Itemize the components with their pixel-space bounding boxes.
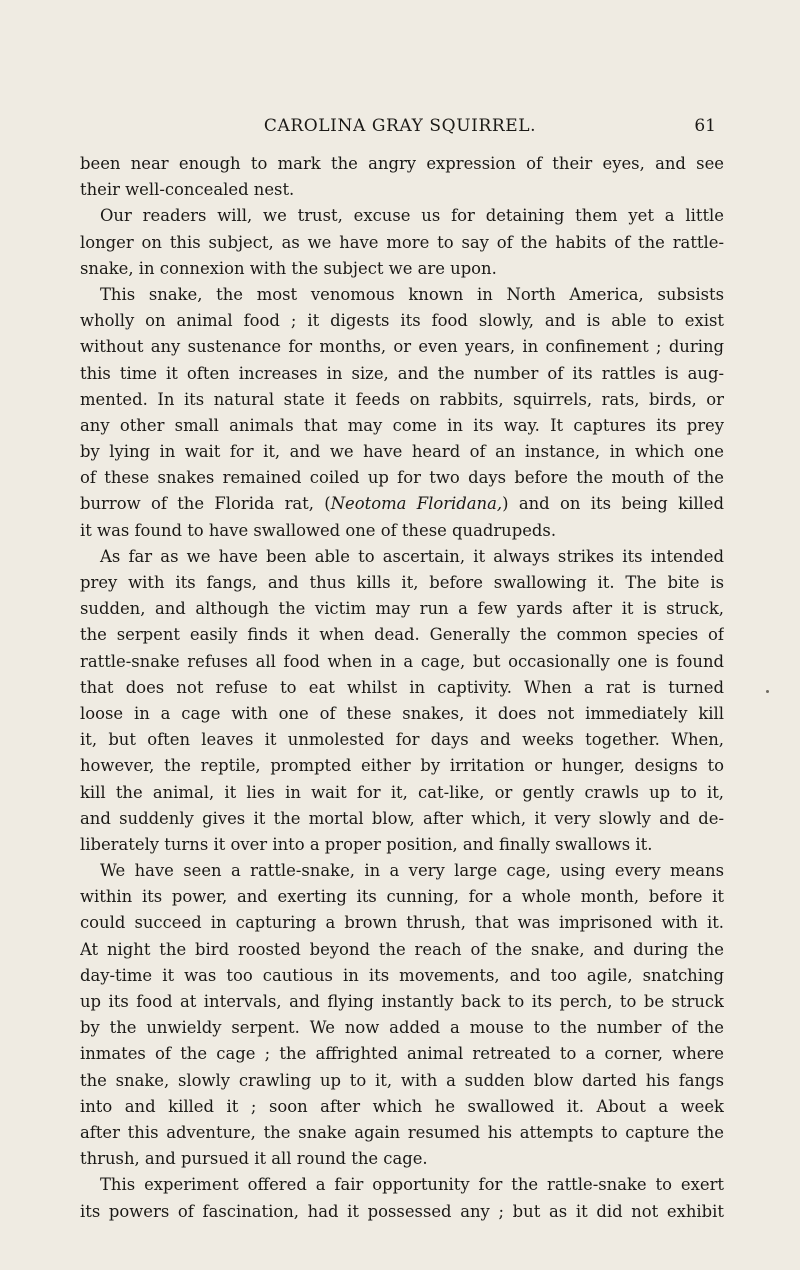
text-line: that does not refuse to eat whilst in captivity. When a rat is turned [80,677,724,697]
text-line: This snake, the most venomous known in North America, subsists [100,284,724,304]
text-line: their well-concealed nest. [80,180,295,200]
text-line: up its food at intervals, and flying instantly back to its perch, to be struck [80,992,724,1011]
text-line: been near enough to mark the angry expression of their eyes, and see [80,154,724,173]
text-line: of these snakes remained coiled up for two days before the mouth of the [80,468,724,488]
text-line: any other small animals that may come in its way. It captures its prey [80,415,724,435]
text-line: mented. In its natural state it feeds on rabbits, squirrels, rats, birds, or [80,389,724,409]
text-line: We have seen a rattle-snake, in a very large cage, using every means [100,861,724,881]
text-line: liberately turns it over into a proper position, and finally swallows it. [80,834,653,854]
running-head: CAROLINA GRAY SQUIRREL. [263,116,537,136]
text-line: snake, in connexion with the subject we are upon. [80,258,497,278]
text-line: inmates of the cage ; the affrighted animal retreated to a corner, where [80,1044,724,1064]
text-line: This experiment offered a fair opportunity for the rattle-snake to exert [100,1175,724,1195]
text-line: after this adventure, the snake again resumed his attempts to capture the [80,1122,724,1142]
text-line: At night the bird roosted beyond the reach of the snake, and during the [80,939,724,959]
text-line: its powers of fascination, had it possessed any ; but as it did not exhibit [80,1201,724,1221]
text-line: loose in a cage with one of these snakes, it does not immediately kill [80,703,724,723]
text-line: by lying in wait for it, and we have heard of an instance, in which one [80,442,724,462]
text-line: it, but often leaves it unmolested for days and weeks together. When, [80,730,724,750]
page-number: 61 [694,116,716,136]
text-line: As far as we have been able to ascertain, it always strikes its intended [100,546,724,566]
text-line: the serpent easily finds it when dead. Generally the common species of [80,625,724,645]
text-line: within its power, and exerting its cunning, for a whole month, before it [80,887,724,907]
species-name: Neotoma Floridana, [330,494,503,514]
paper-speck [766,690,769,693]
text-line: into and killed it ; soon after which he swallowed it. About a week [80,1096,724,1116]
text-line: wholly on animal food ; it digests its food slowly, and is able to exist [80,311,724,331]
text-line: prey with its fangs, and thus kills it, before swallowing it. The bite is [80,573,724,592]
text-line: by the unwieldy serpent. We now added a mouse to the number of the [80,1018,724,1038]
text-line: however, the reptile, prompted either by irritation or hunger, designs to [80,756,724,776]
text-line: could succeed in capturing a brown thrush, that was imprisoned with it. [80,913,724,933]
text-line: and suddenly gives it the mortal blow, after which, it very slowly and de- [80,808,724,828]
text-line: sudden, and although the victim may run a few yards after it is struck, [80,599,724,619]
text-line: longer on this subject, as we have more to say of the habits of the rattle- [80,232,724,252]
text-line: the snake, slowly crawling up to it, with a sudden blow darted his fangs [80,1070,724,1090]
text-line: thrush, and pursued it all round the cage. [80,1149,428,1169]
text-line: kill the animal, it lies in wait for it, cat-like, or gently crawls up to it, [80,782,724,802]
page-header [80,114,720,138]
body-text [80,151,724,1225]
text-line: burrow of the Florida rat, (Neotoma Floridana,) and on its being killed [80,494,724,514]
text-line: day-time it was too cautious in its movements, and too agile, snatching [80,965,724,985]
text-line: this time it often increases in size, and the number of its rattles is aug- [80,363,724,383]
text-line: rattle-snake refuses all food when in a cage, but occasionally one is found [80,651,724,671]
text-line: Our readers will, we trust, excuse us for detaining them yet a little [100,206,724,226]
text-line: it was found to have swallowed one of these quadrupeds. [80,520,557,540]
text-line: without any sustenance for months, or even years, in confinement ; during [80,337,724,357]
